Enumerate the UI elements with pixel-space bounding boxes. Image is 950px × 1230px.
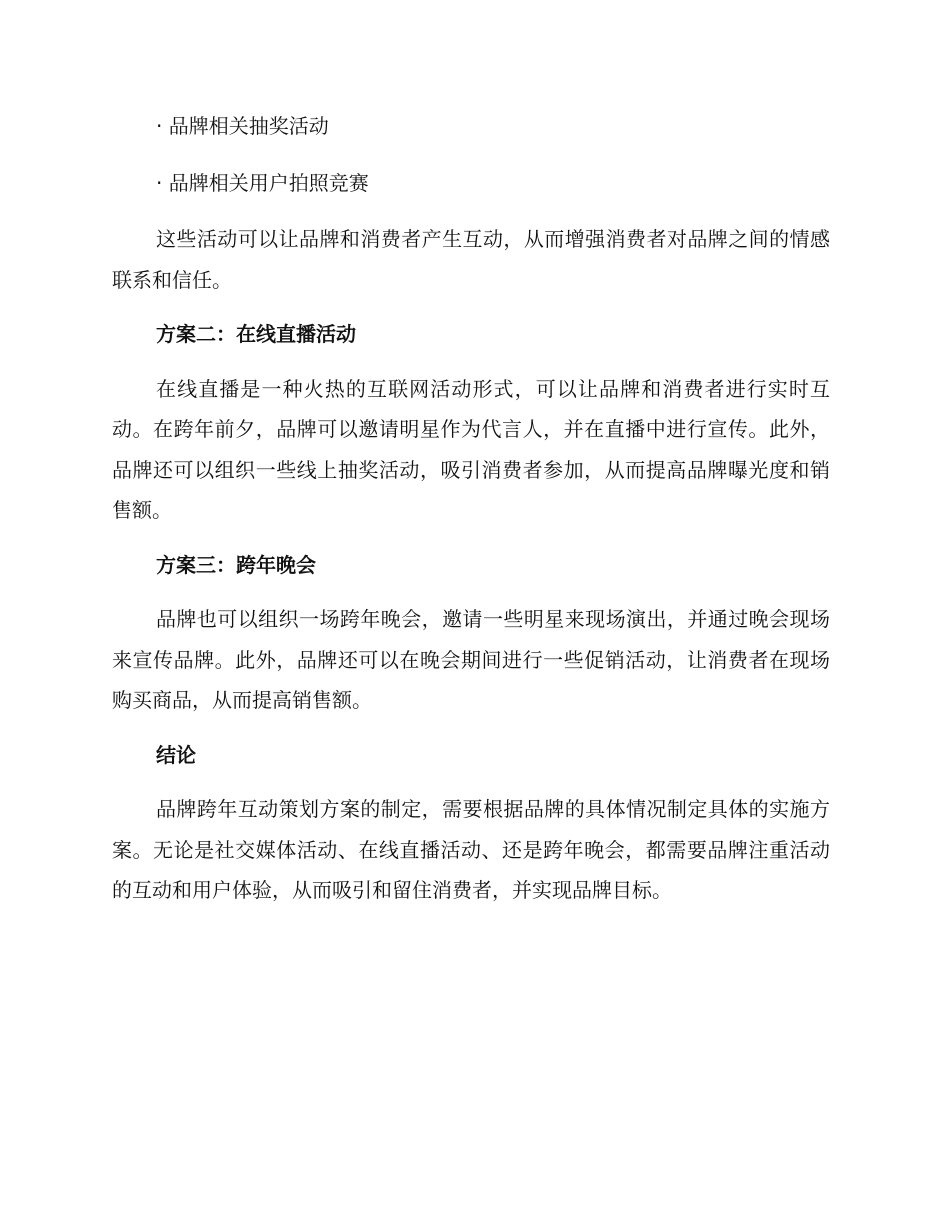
- heading-plan-two: 方案二：在线直播活动: [156, 322, 356, 346]
- heading-plan-three: 方案三：跨年晚会: [156, 552, 316, 577]
- paragraph-plan-two: 在线直播是一种火热的互联网活动形式，可以让品牌和消费者进行实时互动。在跨年前夕，品牌可以邀请明星作为代言人，并在直播中进行宣传。此外，品牌还可以组织一些线上抽奖活动，吸引消费者参加，从而提高品牌曝光度和销售额。: [112, 376, 830, 522]
- paragraph-plan-three: 品牌也可以组织一场跨年晚会，邀请一些明星来现场演出，并通过晚会现场来宣传品牌。此外，品牌还可以在晚会期间进行一些促销活动，让消费者在现场购买商品，从而提高销售额。: [112, 607, 830, 712]
- paragraph-interaction-benefit: 这些活动可以让品牌和消费者产生互动，从而增强消费者对品牌之间的情感联系和信任。: [112, 227, 830, 292]
- document-body: [112, 106, 830, 925]
- bullet-item-lottery: · 品牌相关抽奖活动: [156, 114, 329, 138]
- bullet-item-photo-contest: · 品牌相关用户拍照竞赛: [156, 170, 369, 195]
- heading-conclusion: 结论: [156, 742, 196, 767]
- paragraph-conclusion: 品牌跨年互动策划方案的制定，需要根据品牌的具体情况制定具体的实施方案。无论是社交媒体活动、在线直播活动、还是跨年晚会，都需要品牌注重活动的互动和用户体验，从而吸引和留住消费者，并实现品牌目标。: [112, 797, 830, 902]
